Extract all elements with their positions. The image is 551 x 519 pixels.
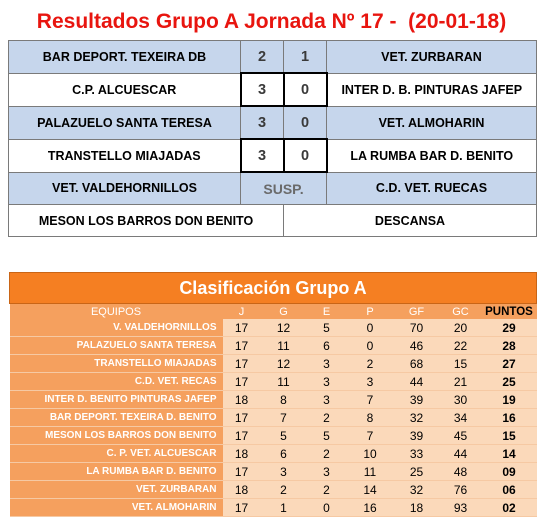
home-team: BAR DEPORT. TEXEIRA DB: [9, 41, 241, 74]
cell-goals-for: 39: [394, 427, 440, 445]
cell-goals-against: 30: [440, 391, 482, 409]
team-name: VET. ZURBARAN: [10, 481, 223, 499]
standings-row: [10, 391, 537, 409]
cell-won: 12: [261, 355, 307, 373]
home-team: VET. VALDEHORNILLOS: [9, 172, 241, 205]
col-header-team: EQUIPOS: [10, 304, 223, 320]
cell-goals-against: 22: [440, 337, 482, 355]
standings-row: [10, 409, 537, 427]
cell-goals-for: 68: [394, 355, 440, 373]
col-header-played: J: [223, 304, 261, 320]
away-team: C.D. VET. RUECAS: [327, 172, 537, 205]
home-score: 3: [241, 139, 284, 172]
cell-drawn: 2: [307, 445, 347, 463]
cell-points: 27: [482, 355, 537, 373]
cell-won: 2: [261, 481, 307, 499]
standings-table: [9, 272, 537, 517]
cell-points: 15: [482, 427, 537, 445]
cell-lost: 16: [347, 499, 394, 517]
away-score: 1: [284, 41, 327, 74]
cell-drawn: 3: [307, 355, 347, 373]
standings-row: [10, 355, 537, 373]
standings-row: [10, 373, 537, 391]
match-row: [9, 106, 537, 139]
cell-points: 06: [482, 481, 537, 499]
away-team: VET. ZURBARAN: [327, 41, 537, 74]
col-header-won: G: [261, 304, 307, 320]
home-team: C.P. ALCUESCAR: [9, 73, 241, 106]
away-team: INTER D. B. PINTURAS JAFEP: [327, 73, 537, 106]
rest-label: DESCANSA: [284, 205, 537, 237]
cell-drawn: 3: [307, 373, 347, 391]
cell-lost: 14: [347, 481, 394, 499]
cell-played: 17: [223, 337, 261, 355]
match-status: SUSP.: [241, 172, 327, 205]
cell-goals-for: 44: [394, 373, 440, 391]
cell-played: 18: [223, 445, 261, 463]
away-score: 0: [284, 106, 327, 139]
team-name: LA RUMBA BAR D. BENITO: [10, 463, 223, 481]
away-score: 0: [284, 139, 327, 172]
team-name: PALAZUELO SANTA TERESA: [10, 337, 223, 355]
cell-goals-for: 18: [394, 499, 440, 517]
col-header-lost: P: [347, 304, 394, 320]
cell-goals-for: 70: [394, 319, 440, 337]
cell-points: 16: [482, 409, 537, 427]
cell-goals-against: 20: [440, 319, 482, 337]
cell-points: 14: [482, 445, 537, 463]
cell-goals-against: 93: [440, 499, 482, 517]
team-name: VET. ALMOHARIN: [10, 499, 223, 517]
col-header-drawn: E: [307, 304, 347, 320]
cell-goals-for: 33: [394, 445, 440, 463]
cell-drawn: 6: [307, 337, 347, 355]
team-name: BAR DEPORT. TEXEIRA D. BENITO: [10, 409, 223, 427]
cell-goals-against: 34: [440, 409, 482, 427]
resting-team: MESON LOS BARROS DON BENITO: [9, 205, 284, 237]
cell-goals-against: 45: [440, 427, 482, 445]
team-name: C. P. VET. ALCUESCAR: [10, 445, 223, 463]
team-name: C.D. VET. RECAS: [10, 373, 223, 391]
away-team: VET. ALMOHARIN: [327, 106, 537, 139]
team-name: MESON LOS BARROS DON BENITO: [10, 427, 223, 445]
standings-row: [10, 427, 537, 445]
home-score: 3: [241, 106, 284, 139]
away-score: 0: [284, 73, 327, 106]
home-team: PALAZUELO SANTA TERESA: [9, 106, 241, 139]
cell-drawn: 5: [307, 427, 347, 445]
cell-goals-for: 32: [394, 481, 440, 499]
cell-lost: 7: [347, 391, 394, 409]
standings-row: [10, 499, 537, 517]
cell-lost: 2: [347, 355, 394, 373]
cell-goals-for: 39: [394, 391, 440, 409]
standings-title: Clasificación Grupo A: [10, 273, 537, 304]
cell-won: 11: [261, 373, 307, 391]
cell-lost: 7: [347, 427, 394, 445]
col-header-points: PUNTOS: [482, 304, 537, 320]
cell-drawn: 5: [307, 319, 347, 337]
cell-lost: 0: [347, 337, 394, 355]
cell-goals-against: 76: [440, 481, 482, 499]
standings-row: [10, 445, 537, 463]
cell-won: 3: [261, 463, 307, 481]
cell-played: 17: [223, 427, 261, 445]
col-header-goals-for: GF: [394, 304, 440, 320]
cell-played: 18: [223, 391, 261, 409]
team-name: TRANSTELLO MIAJADAS: [10, 355, 223, 373]
cell-goals-for: 46: [394, 337, 440, 355]
team-name: V. VALDEHORNILLOS: [10, 319, 223, 337]
cell-goals-for: 32: [394, 409, 440, 427]
cell-goals-against: 44: [440, 445, 482, 463]
cell-played: 18: [223, 481, 261, 499]
standings-row: [10, 481, 537, 499]
cell-points: 29: [482, 319, 537, 337]
results-table: [8, 40, 537, 237]
away-team: LA RUMBA BAR D. BENITO: [327, 139, 537, 172]
cell-goals-against: 48: [440, 463, 482, 481]
standings-row: [10, 319, 537, 337]
home-score: 2: [241, 41, 284, 74]
cell-drawn: 2: [307, 409, 347, 427]
cell-points: 28: [482, 337, 537, 355]
home-team: TRANSTELLO MIAJADAS: [9, 139, 241, 172]
cell-played: 17: [223, 409, 261, 427]
cell-points: 25: [482, 373, 537, 391]
cell-drawn: 0: [307, 499, 347, 517]
results-title: Resultados Grupo A Jornada Nº 17 - (20-01-18): [36, 10, 507, 33]
cell-drawn: 3: [307, 463, 347, 481]
standings-header-row: [10, 304, 537, 320]
match-row: [9, 205, 537, 237]
team-name: INTER D. BENITO PINTURAS JAFEP: [10, 391, 223, 409]
cell-won: 7: [261, 409, 307, 427]
cell-lost: 0: [347, 319, 394, 337]
cell-played: 17: [223, 355, 261, 373]
match-row: [9, 41, 537, 74]
cell-won: 11: [261, 337, 307, 355]
cell-lost: 8: [347, 409, 394, 427]
cell-drawn: 3: [307, 391, 347, 409]
match-row: [9, 73, 537, 106]
cell-won: 6: [261, 445, 307, 463]
cell-points: 02: [482, 499, 537, 517]
match-row: [9, 139, 537, 172]
cell-lost: 10: [347, 445, 394, 463]
cell-played: 17: [223, 373, 261, 391]
cell-won: 1: [261, 499, 307, 517]
cell-goals-against: 21: [440, 373, 482, 391]
cell-goals-against: 15: [440, 355, 482, 373]
cell-lost: 3: [347, 373, 394, 391]
home-score: 3: [241, 73, 284, 106]
cell-won: 5: [261, 427, 307, 445]
cell-goals-for: 25: [394, 463, 440, 481]
cell-won: 8: [261, 391, 307, 409]
cell-lost: 11: [347, 463, 394, 481]
cell-played: 17: [223, 463, 261, 481]
match-row: [9, 172, 537, 205]
standings-row: [10, 463, 537, 481]
cell-drawn: 2: [307, 481, 347, 499]
cell-points: 09: [482, 463, 537, 481]
cell-points: 19: [482, 391, 537, 409]
col-header-goals-against: GC: [440, 304, 482, 320]
cell-played: 17: [223, 499, 261, 517]
cell-played: 17: [223, 319, 261, 337]
standings-row: [10, 337, 537, 355]
cell-won: 12: [261, 319, 307, 337]
